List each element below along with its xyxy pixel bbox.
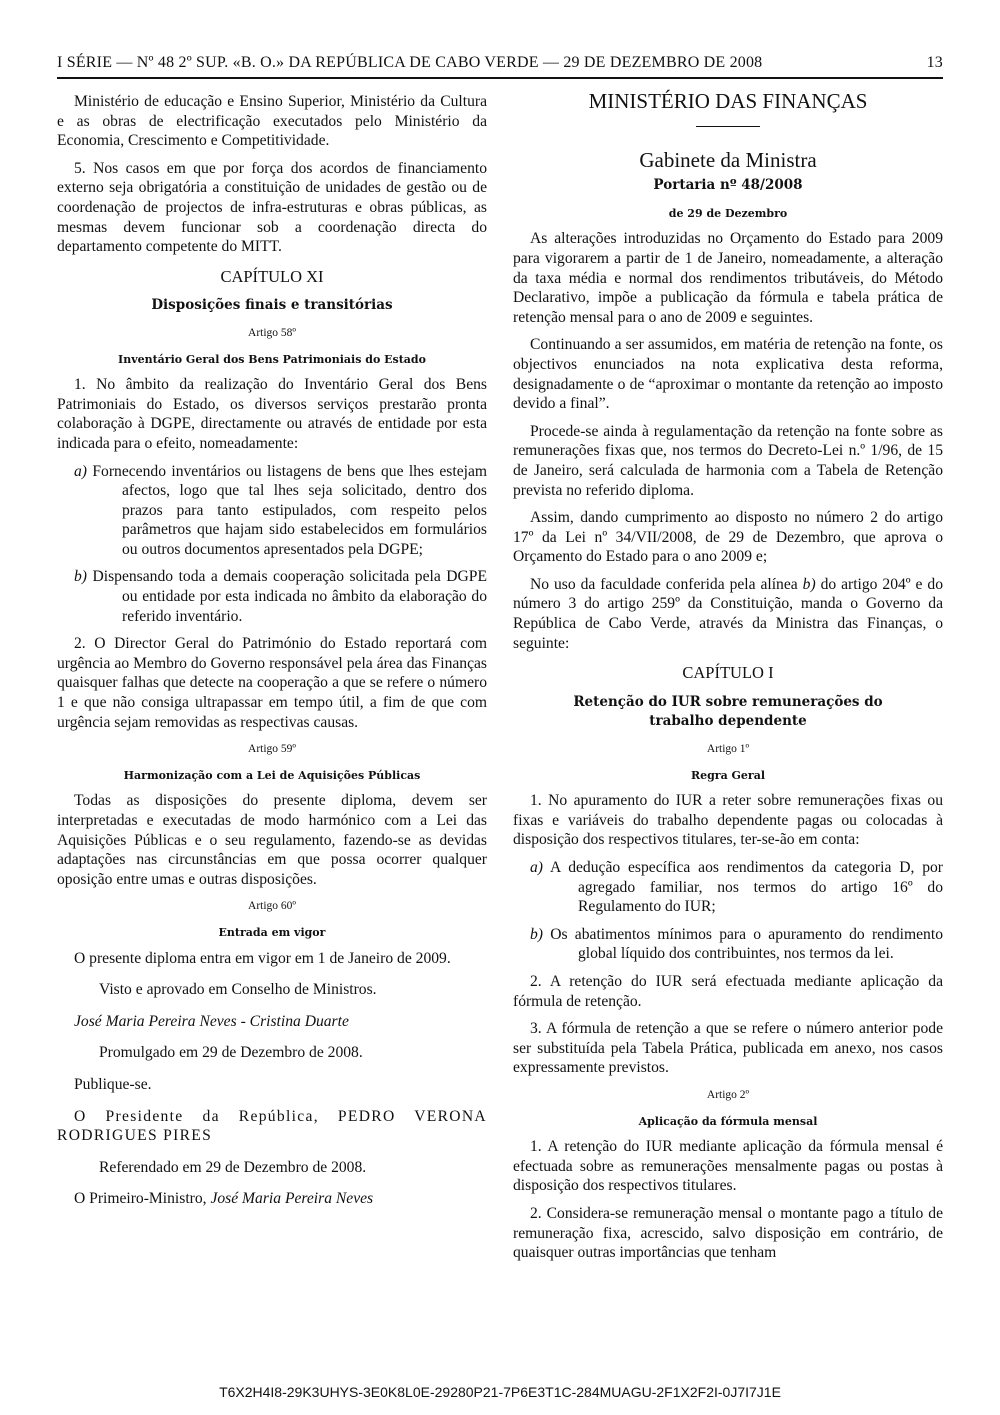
article-title: Aplicação da fórmula mensal bbox=[638, 1114, 818, 1128]
item-text: Os abatimentos mínimos para o apuramento do rendimento global líquido dos contribuintes, nos termos da lei. bbox=[543, 925, 943, 963]
signatory: José Maria Pereira Neves bbox=[210, 1190, 374, 1208]
ministry-heading: MINISTÉRIO DAS FINANÇAS bbox=[588, 89, 868, 113]
paragraph bbox=[513, 575, 943, 653]
document-code: T6X2H4I8-29K3UHYS-3E0K8L0E-29280P21-7P6E3T1C-284MUAGU-2F1X2F2I-0J7I7J1E bbox=[219, 1384, 781, 1400]
paragraph: 5. Nos casos em que por força dos acordos de financiamento externo seja obrigatória a constituição de unidades de gestão ou de coordenação de projectos de infra-estruturas e obras públicas, as mesmas devem funcionar sob a coordenação directa do departamento competente do MITT. bbox=[57, 159, 487, 256]
paragraph: 2. Considera-se remuneração mensal o montante pago a título de remuneração fixa, acrescido, salvo disposição em contrário, de quaisquer outras importâncias que tenham bbox=[513, 1204, 943, 1262]
right-column bbox=[513, 89, 944, 1271]
page-number: 13 bbox=[926, 54, 943, 71]
paragraph: Referendado em 29 de Dezembro de 2008. bbox=[99, 1158, 367, 1176]
paragraph: 1. No apuramento do IUR a reter sobre remunerações fixas ou fixas e variáveis do trabalho dependente pagas ou colocadas à disposição dos respectivos titulares, ter-se-ão em conta: bbox=[513, 792, 943, 849]
role: O Primeiro-Ministro, bbox=[74, 1190, 211, 1208]
paragraph: Todas as disposições do presente diploma, devem ser interpretadas e executadas de modo harmónico com a Lei das Aquisições Públicas e o seu regulamento, fazendo-se as devidas adaptações nas circunstâncias em que possa ocorrer qualquer oposição entre umas e outras disposições. bbox=[57, 792, 487, 888]
paragraph: Promulgado em 29 de Dezembro de 2008. bbox=[99, 1044, 363, 1062]
chapter-title: Retenção do IUR sobre remunerações do trabalho dependente bbox=[573, 693, 883, 730]
paragraph: As alterações introduzidas no Orçamento do Estado para 2009 para vigorarem a partir de 1 de Janeiro, nomeadamente, a alteração da taxa média e normal dos rendimentos tributáveis, do Método Declarativo, impõe a publicação da fórmula e tabela prática de retenção mensal para o ano de 2009 e seguintes. bbox=[513, 230, 943, 326]
paragraph bbox=[57, 1189, 487, 1209]
chapter-heading: CAPÍTULO XI bbox=[220, 266, 324, 286]
chapter-heading: CAPÍTULO I bbox=[682, 663, 774, 683]
item-letter: b) bbox=[530, 925, 543, 943]
paragraph: 1. A retenção do IUR mediante aplicação da fórmula mensal é efectuada sobre as remunerações mensalmente pagas ou postas à disposição dos respectivos titulares. bbox=[513, 1138, 943, 1195]
portaria-date: de 29 de Dezembro bbox=[668, 206, 788, 220]
item-text: A dedução específica aos rendimentos da categoria D, por agregado familiar, nos termos do artigo 16º do Regulamento do IUR; bbox=[543, 859, 943, 916]
paragraph: O presente diploma entra em vigor em 1 de Janeiro de 2009. bbox=[74, 949, 451, 967]
item-letter: a) bbox=[74, 462, 87, 480]
paragraph: O Presidente da República, PEDRO VERONA RODRIGUES PIRES bbox=[57, 1107, 487, 1145]
paragraph: Visto e aprovado em Conselho de Ministros. bbox=[99, 981, 377, 999]
paragraph: 3. A fórmula de retenção a que se refere o número anterior pode ser substituída pela Tabela Prática, publicada em anexo, nos casos expressamente previstos. bbox=[513, 1020, 943, 1077]
item-text: Fornecendo inventários ou listagens de bens que lhes estejam afectos, logo que tal lhes seja solicitado, dentro dos prazos para tanto estipulados, com respeito pelos parâmetros que hajam sido estabelecidos em formulários ou outros documentos apresentados pela DGPE; bbox=[87, 462, 487, 558]
list-item bbox=[530, 925, 943, 964]
article-title: Inventário Geral dos Bens Patrimoniais do Estado bbox=[118, 352, 426, 366]
signatories: José Maria Pereira Neves - Cristina Duarte bbox=[74, 1012, 349, 1030]
paragraph: 1. No âmbito da realização do Inventário Geral dos Bens Patrimoniais do Estado, os diversos serviços prestarão pronta colaboração à DGPE, directamente ou através de entidade por esta indicada para o efeito, nomeadamente: bbox=[57, 376, 487, 452]
article-number: Artigo 2º bbox=[706, 1088, 750, 1101]
paragraph: Assim, dando cumprimento ao disposto no número 2 do artigo 17º da Lei nº 34/VII/2008, de 29 de Dezembro, que aprova o Orçamento do Estado para o ano 2009 e; bbox=[513, 509, 943, 566]
text: No uso da faculdade conferida pela alínea bbox=[530, 575, 803, 593]
paragraph: 2. A retenção do IUR será efectuada mediante aplicação da fórmula de retenção. bbox=[513, 972, 943, 1010]
portaria-title: Portaria nº 48/2008 bbox=[653, 177, 803, 194]
office-heading: Gabinete da Ministra bbox=[639, 147, 817, 172]
list-item bbox=[74, 567, 487, 626]
header-title: I SÉRIE — Nº 48 2º SUP. «B. O.» DA REPÚBLICA DE CABO VERDE — 29 DE DEZEMBRO DE 2008 bbox=[57, 54, 763, 71]
left-column bbox=[57, 92, 487, 1217]
paragraph: Publique-se. bbox=[74, 1075, 152, 1093]
list-item bbox=[74, 462, 487, 560]
article-number: Artigo 58º bbox=[248, 326, 296, 339]
article-title: Entrada em vigor bbox=[218, 925, 326, 939]
chapter-title: Disposições finais e transitórias bbox=[151, 297, 393, 314]
separator bbox=[696, 126, 760, 127]
paragraph: Continuando a ser assumidos, em matéria de retenção na fonte, os objectivos enunciados na nota explicativa desta reforma, designadamente o de “aproximar o montante da retenção ao imposto devido a final”. bbox=[513, 336, 943, 413]
running-header bbox=[57, 54, 943, 72]
header-rule bbox=[57, 77, 943, 79]
list-item bbox=[530, 858, 943, 917]
article-title: Regra Geral bbox=[690, 768, 766, 782]
item-letter: b) bbox=[74, 568, 87, 586]
text: b) bbox=[802, 575, 816, 593]
item-text: Dispensando toda a demais cooperação solicitada pela DGPE ou entidade por esta indicada no âmbito da elaboração do referido inventário. bbox=[87, 568, 487, 625]
paragraph: 2. O Director Geral do Património do Estado reportará com urgência ao Membro do Governo responsável pela área das Finanças quaisquer falhas que detecte na cooperação a que se refere o número 1 e que não consiga ultrapassar em tempo útil, a fim de que com urgência sejam removidas as respectivas causas. bbox=[57, 635, 487, 731]
article-title: Harmonização com a Lei de Aquisições Públicas bbox=[123, 768, 421, 782]
article-number: Artigo 60º bbox=[248, 900, 296, 913]
paragraph: Ministério de educação e Ensino Superior, Ministério da Cultura e as obras de electrificação executados pelo Ministério da Economia, Crescimento e Competitividade. bbox=[57, 93, 487, 150]
paragraph: Procede-se ainda à regulamentação da retenção na fonte sobre as remunerações fixas que, nos termos do Decreto-Lei n.º 1/96, de 15 de Janeiro, será calculada de harmonia com a Tabela de Retenção prevista no referido diploma. bbox=[513, 422, 943, 499]
text: do artigo 204º e do número 3 do artigo 259º da Constituição, manda o Governo da República de Cabo Verde, através da Ministra das Finanças, o seguinte: bbox=[513, 575, 944, 652]
item-letter: a) bbox=[530, 859, 543, 876]
article-number: Artigo 1º bbox=[706, 743, 750, 756]
article-number: Artigo 59º bbox=[248, 743, 296, 756]
